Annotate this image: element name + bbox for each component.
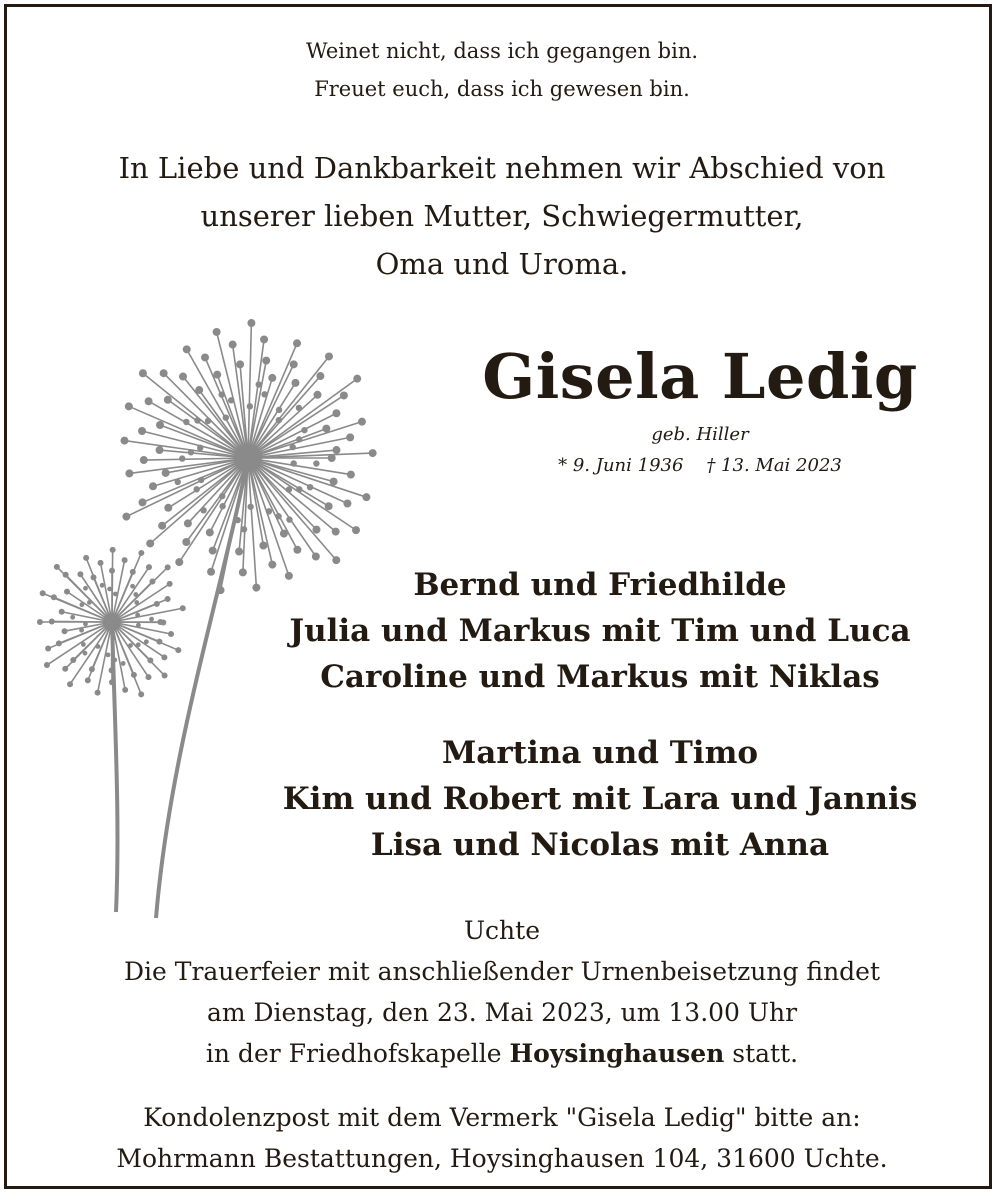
ceremony-location: Hoysinghausen — [509, 1039, 725, 1068]
ceremony-location-prefix: in der Friedhofskapelle — [205, 1039, 502, 1068]
death-date: † 13. Mai 2023 — [706, 455, 842, 476]
family-group-1 — [240, 562, 960, 700]
ceremony-line-3 — [0, 1033, 1004, 1074]
family-group-2 — [240, 730, 960, 868]
ceremony-location-suffix: statt. — [732, 1039, 799, 1068]
condolence-line-2: Mohrmann Bestattungen, Hoysinghausen 104, 31600 Uchte. — [116, 1144, 888, 1173]
family-line: Caroline und Markus mit Niklas — [320, 659, 880, 695]
deceased-name: Gisela Ledig — [482, 340, 918, 413]
family-line: Martina und Timo — [441, 735, 759, 771]
condolence-line-1: Kondolenzpost mit dem Vermerk "Gisela Ledig" bitte an: — [143, 1103, 861, 1132]
intro-line-2: unserer lieben Mutter, Schwiegermutter, — [200, 199, 804, 233]
ceremony-line-2: am Dienstag, den 23. Mai 2023, um 13.00 Uhr — [206, 998, 798, 1027]
family-line: Julia und Markus mit Tim und Luca — [289, 613, 911, 649]
life-dates — [470, 455, 930, 476]
place: Uchte — [463, 916, 540, 945]
ceremony-line-1: Die Trauerfeier mit anschließender Urnenbeisetzung findet — [123, 957, 881, 986]
birth-date: * 9. Juni 1936 — [558, 455, 684, 476]
intro-line-3: Oma und Uroma. — [375, 247, 629, 281]
maiden-name: geb. Hiller — [651, 424, 749, 445]
intro-line-1: In Liebe und Dankbarkeit nehmen wir Abschied von — [118, 151, 886, 185]
family-line: Bernd und Friedhilde — [413, 567, 787, 603]
motto-line-1: Weinet nicht, dass ich gegangen bin. — [305, 39, 699, 63]
family-line: Lisa und Nicolas mit Anna — [370, 827, 830, 863]
motto-line-2: Freuet euch, dass ich gewesen bin. — [314, 77, 690, 101]
family-line: Kim und Robert mit Lara und Jannis — [282, 781, 918, 817]
